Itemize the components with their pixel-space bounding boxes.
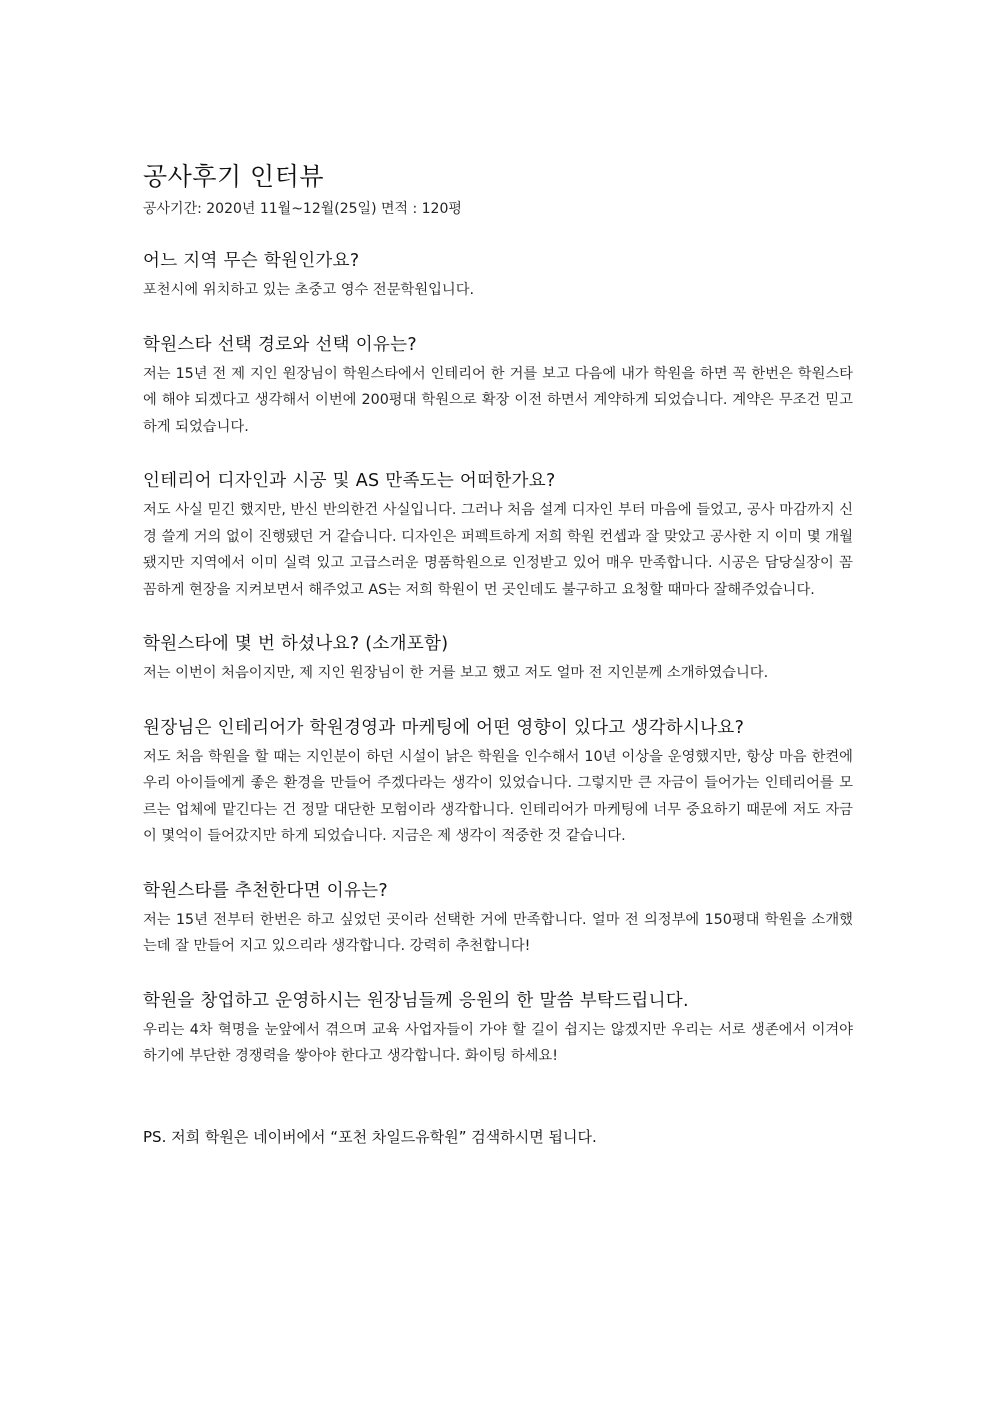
qa-section-satisfaction — [143, 468, 853, 603]
document-page — [143, 160, 853, 1165]
postscript: PS. 저희 학원은 네이버에서 “포천 차일드유학원” 검색하시면 됩니다. — [143, 1127, 597, 1146]
qa-section-recommendation — [143, 878, 853, 960]
question-heading: 학원스타를 추천한다면 이유는? — [143, 880, 388, 901]
answer-paragraph: 저는 이번이 처음이지만, 제 지인 원장님이 한 거를 보고 했고 저도 얼마 전 지인분께 소개하였습니다. — [143, 665, 769, 681]
qa-section-selection-reason — [143, 332, 853, 441]
question-heading: 인테리어 디자인과 시공 및 AS 만족도는 어떠한가요? — [143, 471, 556, 491]
question-heading: 학원을 창업하고 운영하시는 원장님들께 응원의 한 말씀 부탁드립니다. — [143, 990, 689, 1011]
answer-paragraph: 우리는 4차 혁명을 눈앞에서 겪으며 교육 사업자들이 가야 할 길이 쉽지는 않겠지만 우리는 서로 생존에서 이겨야 하기에 부단한 경쟁력을 쌓아야 한다고 생각합니다. 화이팅 하세요! — [143, 1021, 853, 1064]
qa-section-count — [143, 631, 853, 687]
qa-section-encouragement — [143, 988, 853, 1070]
qa-section-marketing — [143, 715, 853, 850]
document-title: 공사후기 인터뷰 — [143, 162, 324, 191]
question-heading: 어느 지역 무슨 학원인가요? — [143, 251, 360, 271]
answer-paragraph: 저는 15년 전부터 한번은 하고 싶었던 곳이라 선택한 거에 만족합니다. 얼마 전 의정부에 150평대 학원을 소개했는데 잘 만들어 지고 있으리라 생각합니다. 강력히 추천합니다! — [143, 911, 853, 954]
answer-paragraph: 저는 15년 전 제 지인 원장님이 학원스타에서 인테리어 한 거를 보고 다음에 내가 학원을 하면 꼭 한번은 학원스타에 해야 되겠다고 생각해서 이번에 200평대 학원으로 확장 이전 하면서 계약하게 되었습니다. 계약은 무조건 믿고 하게 되었습니다. — [143, 365, 853, 435]
answer-paragraph: 저도 처음 학원을 할 때는 지인분이 하던 시설이 낡은 학원을 인수해서 10년 이상을 운영했지만, 항상 마음 한켠에 우리 아이들에게 좋은 환경을 만들어 주겠다라는 생각이 있었습니다. 그렇지만 큰 자금이 들어가는 인테리어를 모르는 업체에 맡긴다는 건 정말 대단한 모험이라 생각합니다. 인테리어가 마케팅에 너무 중요하기 때문에 저도 자금이 몇억이 들어갔지만 하게 되었습니다. 지금은 제 생각이 적중한 것 같습니다. — [143, 748, 853, 844]
construction-meta: 공사기간: 2020년 11월~12월(25일) 면적 : 120평 — [143, 201, 462, 217]
qa-section-location — [143, 248, 853, 304]
question-heading: 학원스타에 몇 번 하셨나요? (소개포함) — [143, 634, 449, 654]
answer-paragraph: 저도 사실 믿긴 했지만, 반신 반의한건 사실입니다. 그러나 처음 설계 디자인 부터 마음에 들었고, 공사 마감까지 신경 쓸게 거의 없이 진행됐던 거 같습니다. 디자인은 퍼펙트하게 저희 학원 컨셉과 잘 맞았고 공사한 지 이미 몇 개월 됐지만 지역에서 이미 실력 있고 고급스러운 명품학원으로 인정받고 있어 매우 만족합니다. 시공은 담당실장이 꼼꼼하게 현장을 지켜보면서 해주었고 AS는 저희 학원이 먼 곳인데도 불구하고 요청할 때마다 잘해주었습니다. — [143, 502, 853, 598]
question-heading: 학원스타 선택 경로와 선택 이유는? — [143, 334, 417, 355]
answer-paragraph: 포천시에 위치하고 있는 초중고 영수 전문학원입니다. — [143, 282, 475, 298]
question-heading: 원장님은 인테리어가 학원경영과 마케팅에 어떤 영향이 있다고 생각하시나요? — [143, 717, 745, 738]
